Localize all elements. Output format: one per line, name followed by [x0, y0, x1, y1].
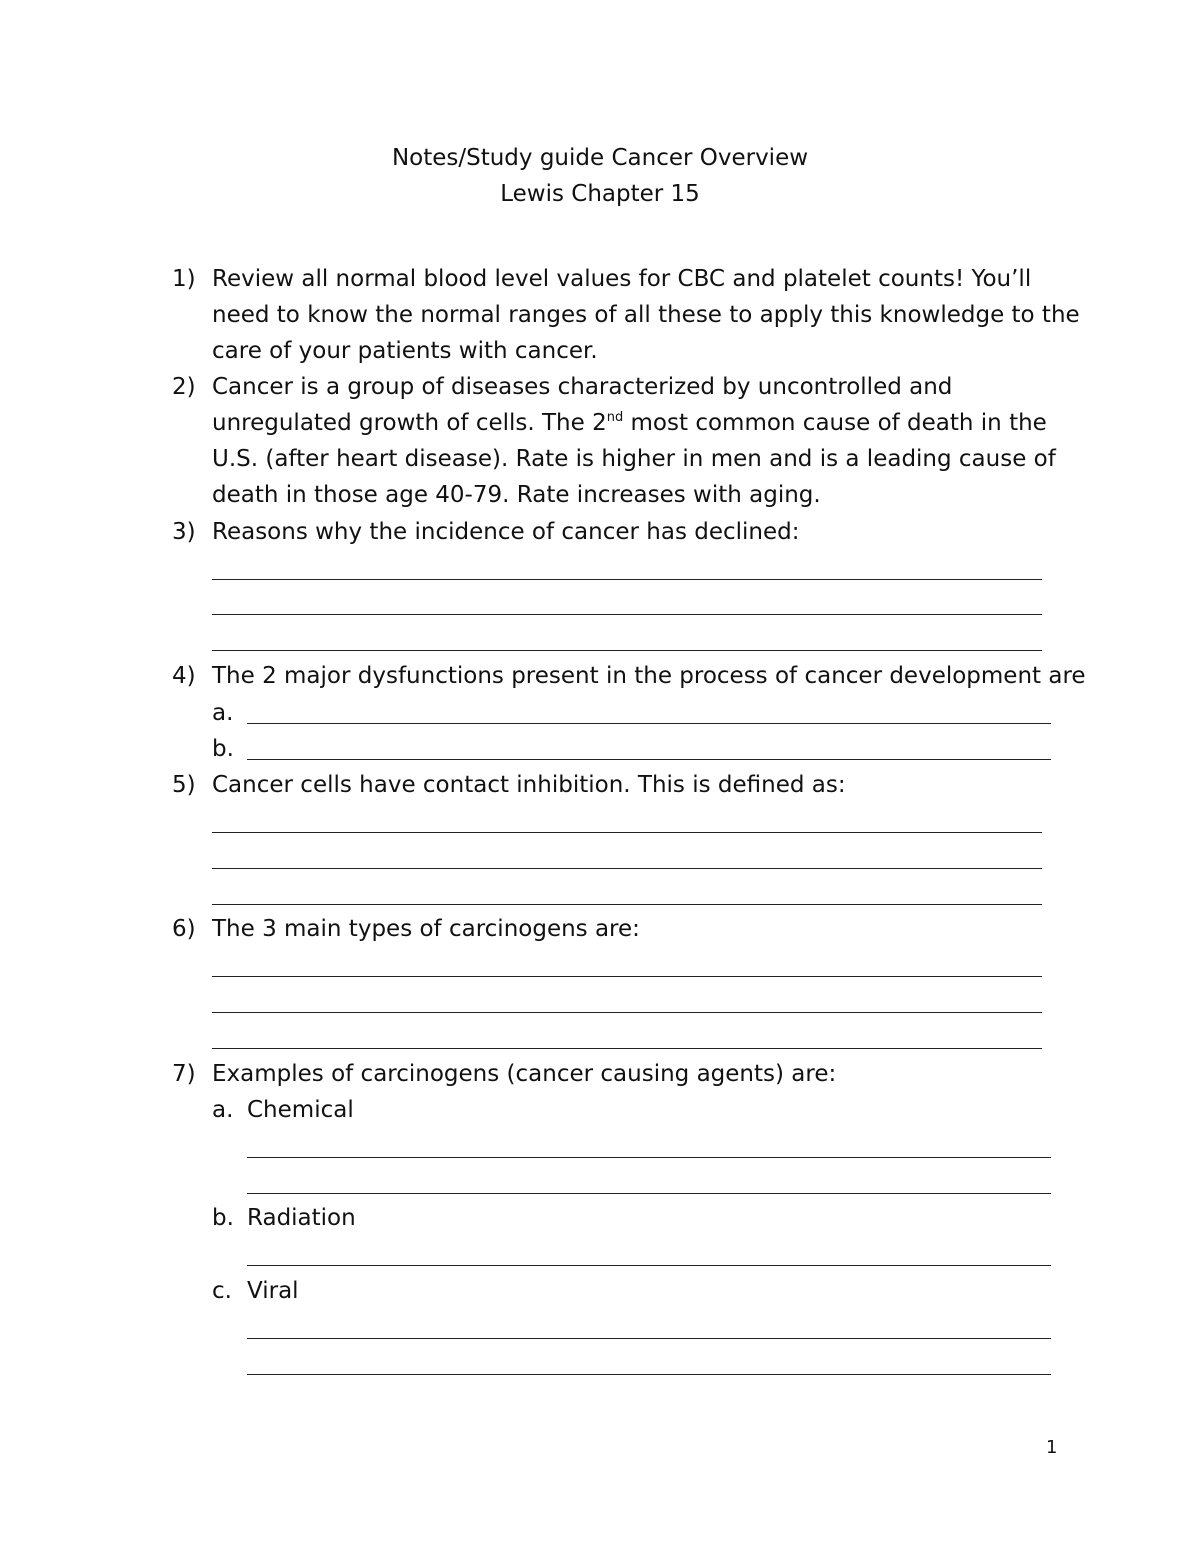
item-1-line: need to know the normal ranges of all these to apply this knowledge to the — [212, 302, 1080, 328]
answer-blank-line[interactable] — [247, 1374, 1051, 1375]
answer-blank-line[interactable] — [247, 1338, 1051, 1339]
item-7-number: 7) — [172, 1061, 196, 1087]
item-3-number: 3) — [172, 519, 196, 545]
item-7-sub-label: Radiation — [247, 1205, 356, 1231]
item-4-sub-letter: b. — [212, 736, 234, 762]
item-7-sub-label: Viral — [247, 1278, 299, 1304]
item-6-text: The 3 main types of carcinogens are: — [212, 916, 640, 942]
answer-blank-line[interactable] — [247, 1265, 1051, 1266]
item-4-sub-letter: a. — [212, 700, 234, 726]
item-3-text: Reasons why the incidence of cancer has declined: — [212, 519, 800, 545]
answer-blank-line[interactable] — [212, 868, 1042, 869]
answer-blank-line[interactable] — [212, 650, 1042, 651]
item-7-sub-letter: a. — [212, 1097, 234, 1123]
answer-blank-line[interactable] — [212, 1012, 1042, 1013]
answer-blank-line[interactable] — [212, 614, 1042, 615]
item-2-line: death in those age 40-79. Rate increases with aging. — [212, 482, 821, 508]
answer-blank-line[interactable] — [247, 759, 1051, 760]
item-7-sub-letter: b. — [212, 1205, 234, 1231]
answer-blank-line[interactable] — [247, 1157, 1051, 1158]
item-5-text: Cancer cells have contact inhibition. This is defined as: — [212, 772, 846, 798]
item-2-number: 2) — [172, 374, 196, 400]
item-4-text: The 2 major dysfunctions present in the process of cancer development are — [212, 663, 1086, 689]
answer-blank-line[interactable] — [212, 579, 1042, 580]
item-2-text: unregulated growth of cells. The 2 — [212, 410, 607, 436]
item-1-line: care of your patients with cancer. — [212, 338, 598, 364]
item-2-text: most common cause of death in the — [623, 410, 1047, 436]
item-5-number: 5) — [172, 772, 196, 798]
item-1-number: 1) — [172, 266, 196, 292]
answer-blank-line[interactable] — [247, 1193, 1051, 1194]
answer-blank-line[interactable] — [212, 1048, 1042, 1049]
item-1-line: Review all normal blood level values for CBC and platelet counts! You’ll — [212, 266, 1032, 292]
item-6-number: 6) — [172, 916, 196, 942]
answer-blank-line[interactable] — [247, 723, 1051, 724]
answer-blank-line[interactable] — [212, 904, 1042, 905]
ordinal-superscript: nd — [606, 410, 624, 425]
document-title: Notes/Study guide Cancer Overview — [391, 145, 809, 171]
document-subtitle: Lewis Chapter 15 — [500, 181, 700, 207]
item-2-line — [212, 410, 1047, 436]
answer-blank-line[interactable] — [212, 976, 1042, 977]
item-2-line: U.S. (after heart disease). Rate is higher in men and is a leading cause of — [212, 446, 1056, 472]
answer-blank-line[interactable] — [212, 832, 1042, 833]
item-2-line: Cancer is a group of diseases characterized by uncontrolled and — [212, 374, 953, 400]
item-7-sub-label: Chemical — [247, 1097, 354, 1123]
item-7-text: Examples of carcinogens (cancer causing agents) are: — [212, 1061, 837, 1087]
item-4-number: 4) — [172, 663, 196, 689]
page-number: 1 — [1046, 1437, 1058, 1458]
item-7-sub-letter: c. — [212, 1278, 232, 1304]
